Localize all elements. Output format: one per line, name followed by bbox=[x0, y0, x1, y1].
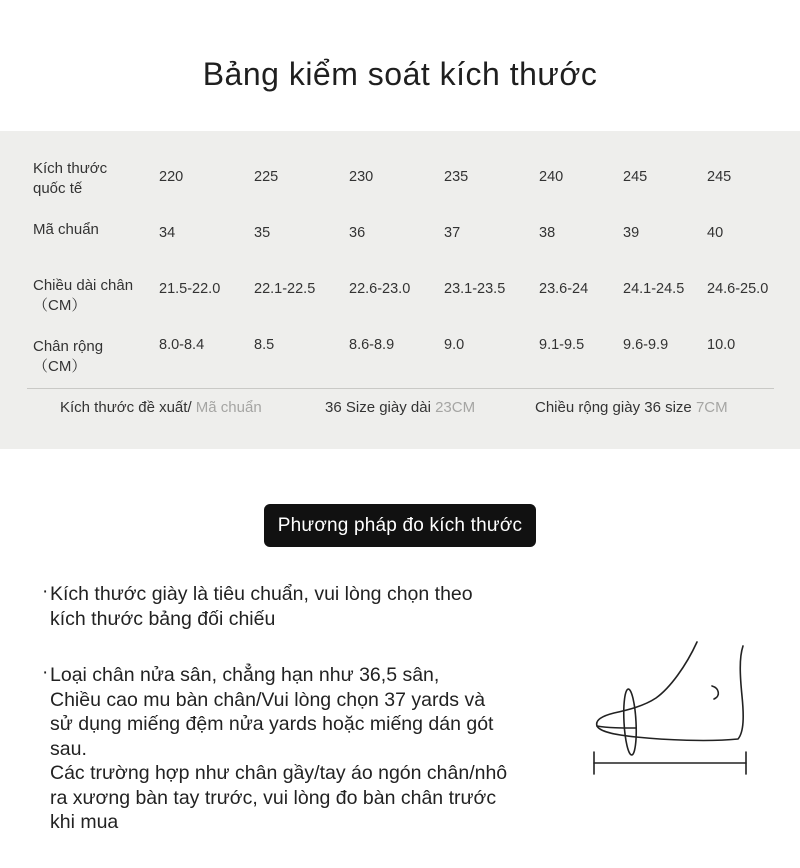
table-cell: 23.1-23.5 bbox=[444, 281, 506, 297]
row-label: Mã chuẩn bbox=[33, 221, 99, 238]
table-cell: 39 bbox=[623, 225, 640, 241]
table-cell: 24.6-25.0 bbox=[707, 281, 769, 297]
table-cell: 240 bbox=[539, 169, 564, 185]
table-cell: 8.6-8.9 bbox=[349, 337, 395, 353]
recommendation-value: Mã chuẩn bbox=[195, 399, 262, 416]
table-cell: 36 bbox=[349, 225, 366, 241]
size-table bbox=[0, 131, 800, 449]
table-cell: 38 bbox=[539, 225, 556, 241]
table-cell: 225 bbox=[254, 169, 279, 185]
measurement-method-button: Phương pháp đo kích thước bbox=[264, 504, 536, 547]
note-half-size: Loại chân nửa sân, chẳng hạn như 36,5 sân, Chiều cao mu bàn chân/Vui lòng chọn 37 yards và sử dụng miếng đệm nửa yards hoặc miếng dán gót sau. Các trường hợp như chân gầy/tay áo ngón chân/nhô ra xương bàn tay trước, vui lòng đo bàn chân trước khi mua bbox=[50, 664, 508, 833]
recommendation-label: Chiều rộng giày 36 size bbox=[535, 399, 692, 416]
table-cell: 35 bbox=[254, 225, 271, 241]
table-cell: 235 bbox=[444, 169, 469, 185]
table-cell: 245 bbox=[707, 169, 732, 185]
table-cell: 22.6-23.0 bbox=[349, 281, 411, 297]
table-cell: 34 bbox=[159, 225, 176, 241]
foot-measurement-icon bbox=[588, 636, 756, 780]
row-label: Kích thước quốc tế bbox=[33, 160, 108, 197]
table-cell: 22.1-22.5 bbox=[254, 281, 316, 297]
row-label: Chiều dài chân （CM） bbox=[33, 277, 134, 314]
recommendation-1 bbox=[60, 399, 262, 416]
table-cell: 8.5 bbox=[254, 337, 275, 353]
table-cell: 10.0 bbox=[707, 337, 736, 353]
recommendation-value: 7CM bbox=[695, 399, 728, 416]
table-cell: 9.1-9.5 bbox=[539, 337, 585, 353]
table-cell: 9.0 bbox=[444, 337, 465, 353]
table-divider bbox=[27, 388, 774, 389]
table-cell: 220 bbox=[159, 169, 184, 185]
recommendation-label: Kích thước đề xuất/ bbox=[60, 399, 192, 416]
recommendation-2 bbox=[325, 399, 475, 416]
table-cell: 37 bbox=[444, 225, 461, 241]
table-cell: 23.6-24 bbox=[539, 281, 589, 297]
table-cell: 24.1-24.5 bbox=[623, 281, 685, 297]
recommendation-value: 23CM bbox=[435, 399, 476, 416]
table-cell: 8.0-8.4 bbox=[159, 337, 205, 353]
bullet-icon: · bbox=[42, 581, 49, 602]
row-label: Chân rộng （CM） bbox=[33, 338, 104, 375]
bullet-icon: · bbox=[42, 662, 49, 683]
size-recommendation bbox=[0, 399, 800, 421]
table-cell: 9.6-9.9 bbox=[623, 337, 669, 353]
recommendation-3 bbox=[535, 399, 728, 416]
recommendation-label: 36 Size giày dài bbox=[325, 399, 431, 416]
page-title: Bảng kiểm soát kích thước bbox=[202, 56, 598, 92]
table-cell: 245 bbox=[623, 169, 648, 185]
table-cell: 40 bbox=[707, 225, 724, 241]
table-cell: 21.5-22.0 bbox=[159, 281, 221, 297]
note-standard-size: Kích thước giày là tiêu chuẩn, vui lòng chọn theo kích thước bảng đối chiếu bbox=[50, 583, 473, 630]
table-cell: 230 bbox=[349, 169, 374, 185]
